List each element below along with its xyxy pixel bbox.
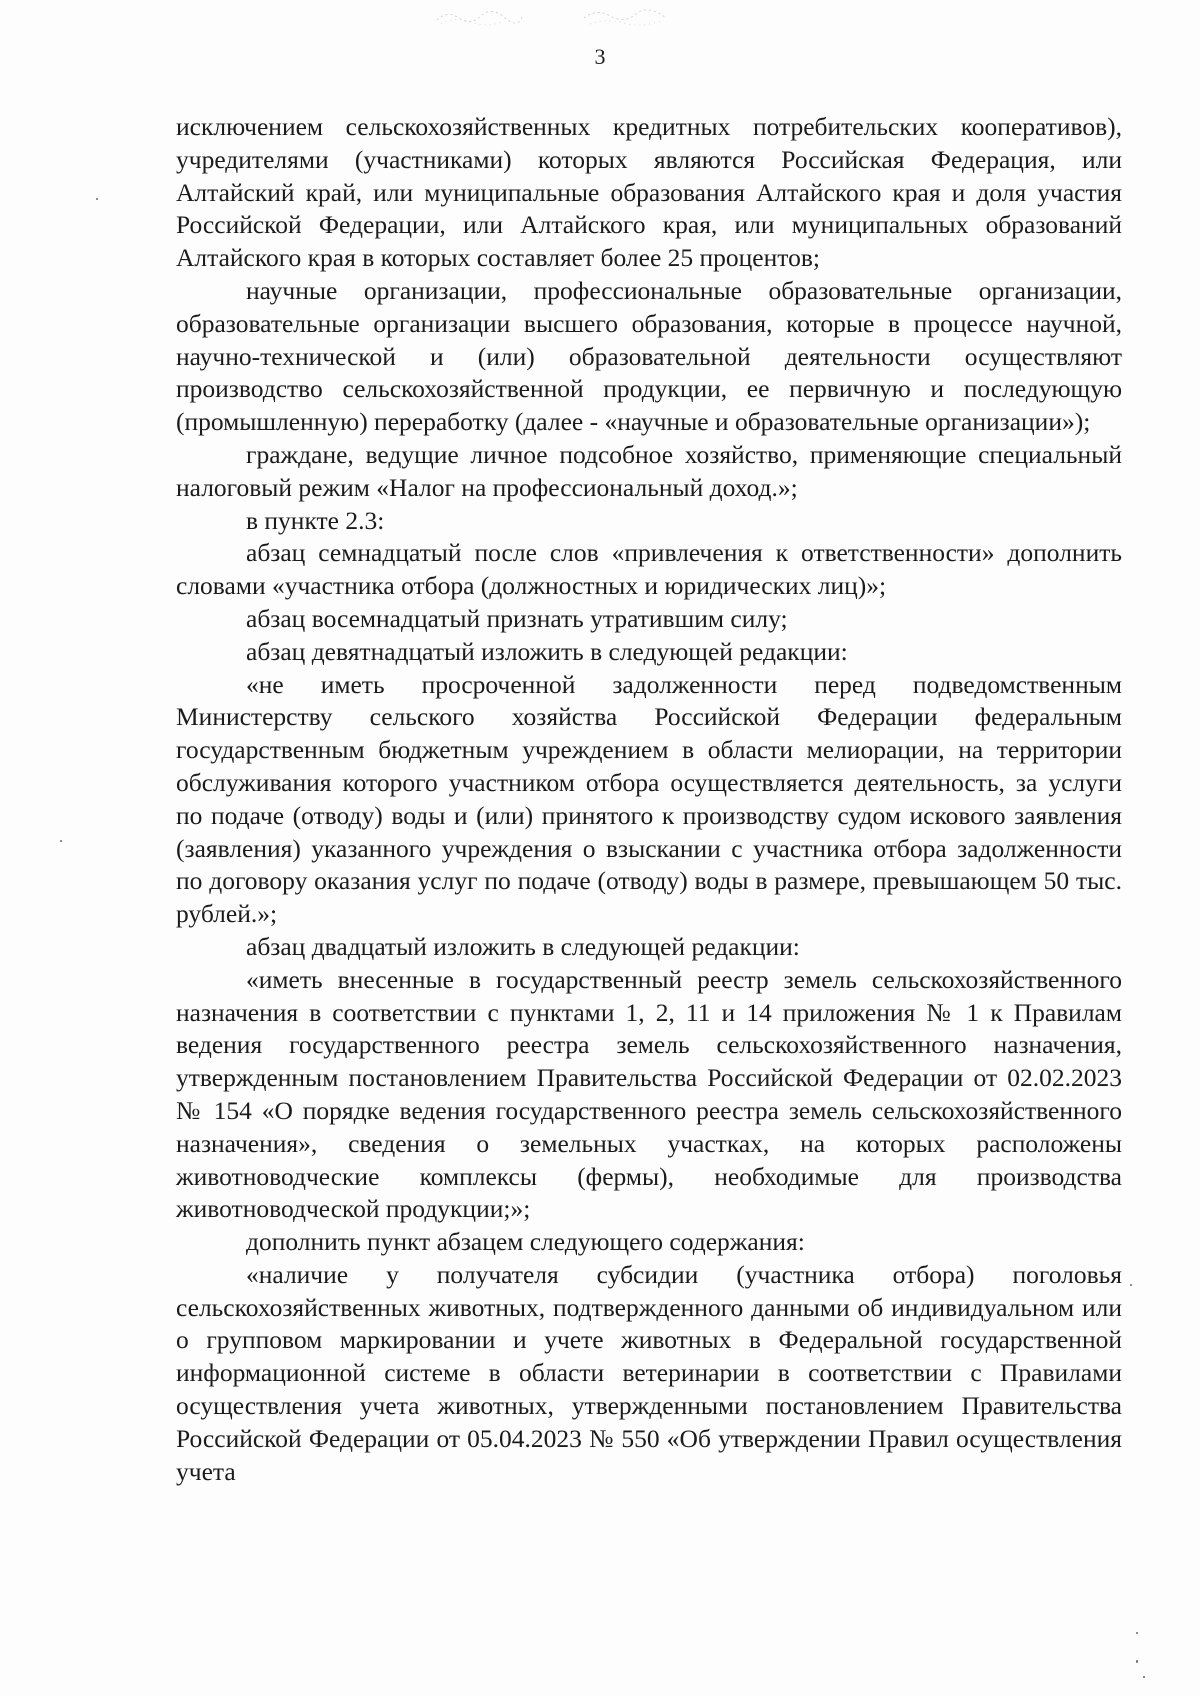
- scan-speck: [1136, 1632, 1138, 1634]
- paragraph: абзац девятнадцатый изложить в следующей редакции:: [246, 636, 848, 666]
- scan-speck: [1143, 1676, 1145, 1678]
- scan-speck: [60, 840, 62, 842]
- paragraph: исключением сельскохозяйственных кредитных потребительских кооперативов), учредителями (участниками) которых являются Российская Федерация, или Алтайский край, или муниципальные образования Алтайского края и доля участия Российской Федерации, или Алтайского края, или муниципальных образований Алтайского края в которых составляет более 25 процентов;: [176, 112, 1122, 273]
- scan-speck: [96, 198, 98, 200]
- scan-noise-mark: [580, 6, 670, 28]
- page-number: 3: [594, 44, 606, 69]
- scan-noise-mark: [435, 6, 525, 28]
- document-body: [176, 111, 1122, 1488]
- scan-speck: [1136, 1660, 1138, 1663]
- scan-speck: [1130, 1284, 1132, 1286]
- paragraph: «не иметь просроченной задолженности перед подведомственным Министерству сельского хозяйства Российской Федерации федеральным государственным бюджетным учреждением в области мелиорации, на территории обслуживания которого участником отбора осуществляется деятельность, за услуги по подаче (отводу) воды и (или) принятого к производству судом искового заявления (заявления) указанного учреждения о взыскании с участника отбора задолженности по договору оказания услуг по подаче (отводу) воды в размере, превышающем 50 тыс. рублей.»;: [176, 669, 1122, 929]
- paragraph: научные организации, профессиональные образовательные организации, образовательные организации высшего образования, которые в процессе научной, научно-технической и (или) образовательной деятельности осуществляют производство сельскохозяйственной продукции, ее первичную и последующую (промышленную) переработку (далее - «научные и образовательные организации»);: [176, 275, 1122, 437]
- paragraph: дополнить пункт абзацем следующего содержания:: [246, 1227, 805, 1257]
- paragraph: «наличие у получателя субсидии (участника отбора) поголовья сельскохозяйственных животных, подтвержденного данными об индивидуальном или о групповом маркировании и учете животных в Федеральной государственной информационной системе в области ветеринарии в соответствии с Правилами осуществления учета животных, утвержденными постановлением Правительства Российской Федерации от 05.04.2023 № 550 «Об утверждении Правил осуществления учета: [176, 1259, 1122, 1486]
- paragraph: в пункте 2.3:: [246, 505, 385, 535]
- paragraph: граждане, ведущие личное подсобное хозяйство, применяющие специальный налоговый режим «Налог на профессиональный доход.»;: [176, 439, 1122, 502]
- paragraph: абзац двадцатый изложить в следующей редакции:: [246, 931, 800, 961]
- paragraph: «иметь внесенные в государственный реестр земель сельскохозяйственного назначения в соответствии с пунктами 1, 2, 11 и 14 приложения № 1 к Правилам ведения государственного реестра земель сельскохозяйственного назначения, утвержденным постановлением Правительства Российской Федерации от 02.02.2023 № 154 «О порядке ведения государственного реестра земель сельскохозяйственного назначения», сведения о земельных участках, на которых расположены животноводческие комплексы (фермы), необходимые для производства животноводческой продукции;»;: [176, 964, 1122, 1224]
- paragraph: абзац семнадцатый после слов «привлечения к ответственности» дополнить словами «участника отбора (должностных и юридических лиц)»;: [176, 538, 1122, 601]
- paragraph: абзац восемнадцатый признать утратившим силу;: [246, 603, 788, 633]
